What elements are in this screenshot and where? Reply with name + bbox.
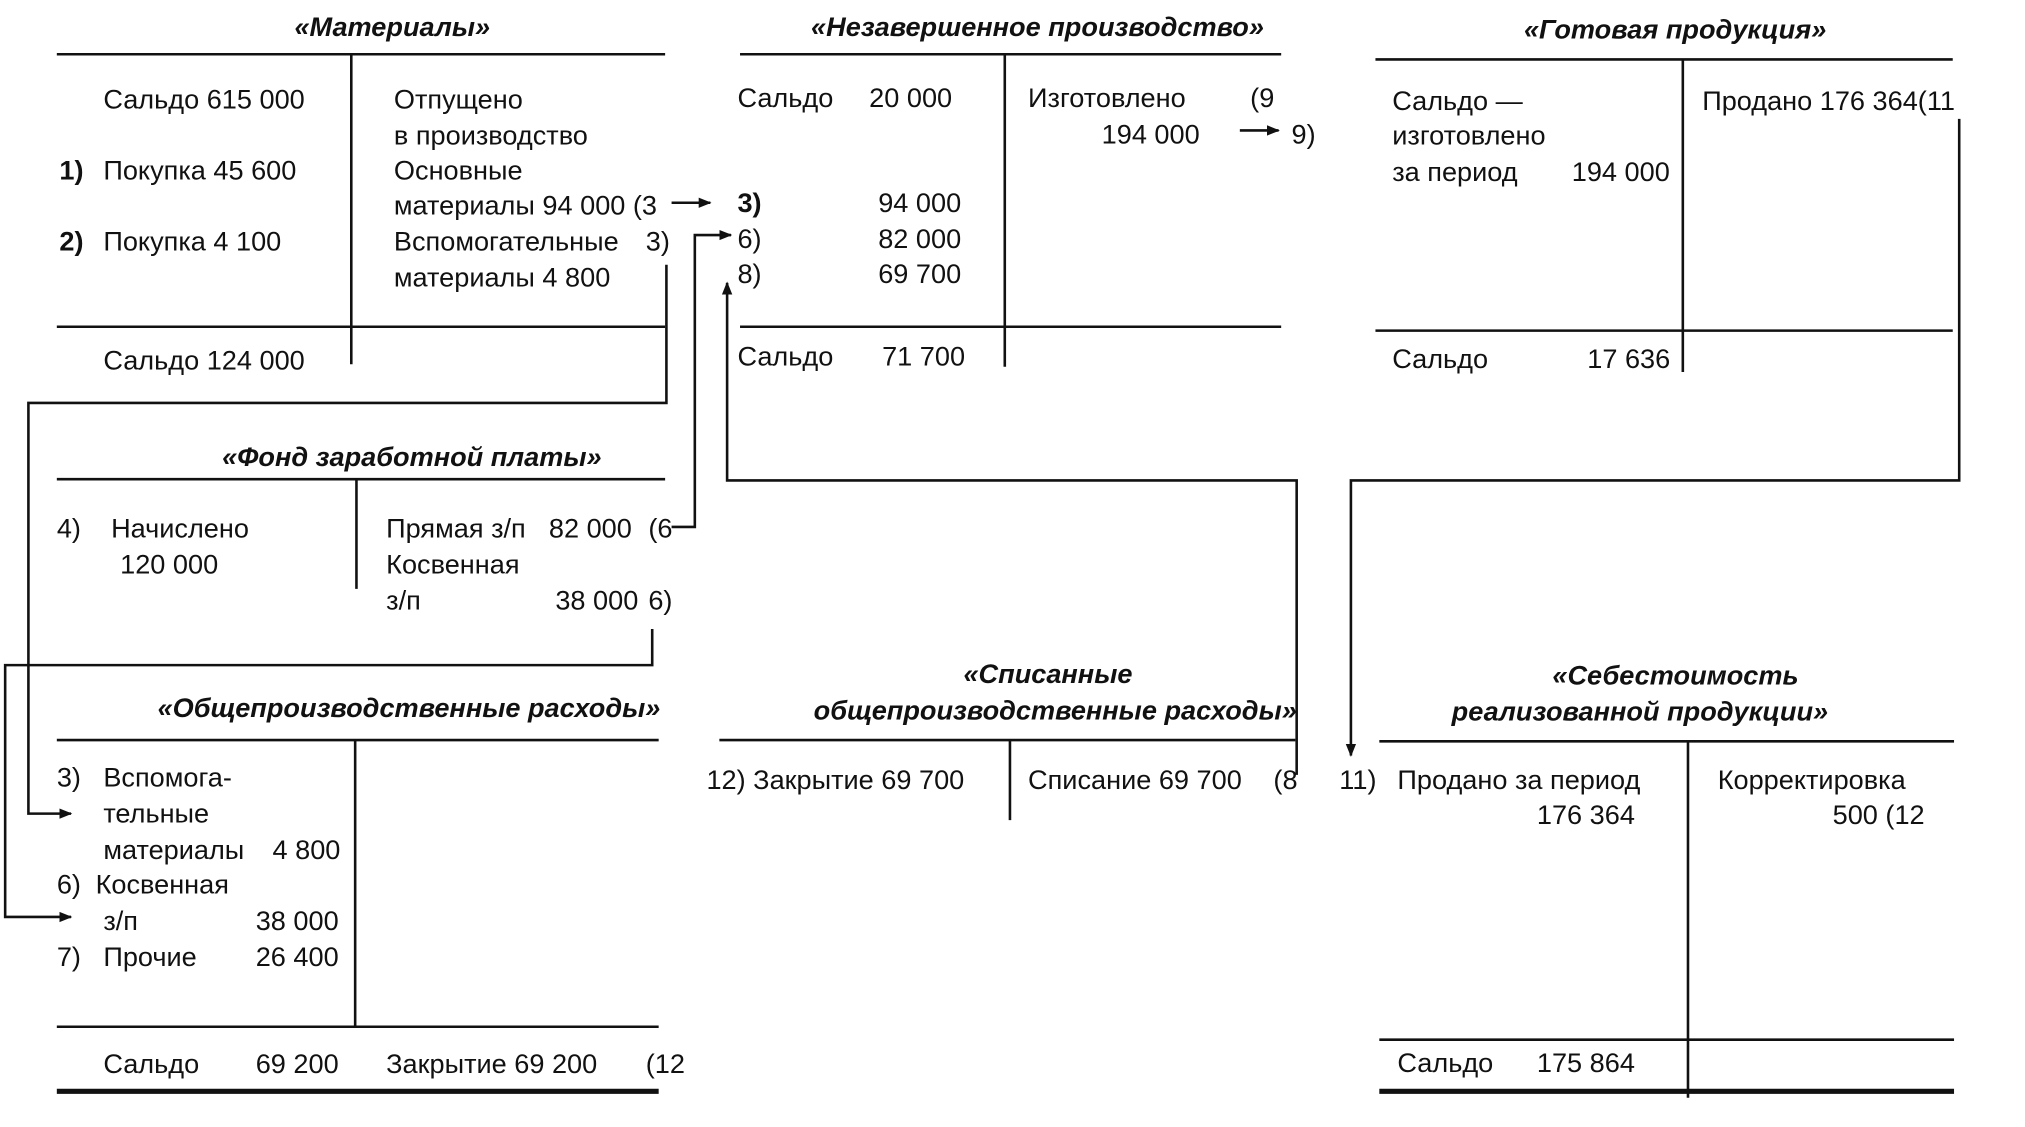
wip-row3-num: 3)	[737, 188, 762, 219]
overhead-aux-line2: тельные	[103, 799, 210, 830]
cogs-adjust-label: Корректировка	[1717, 765, 1906, 796]
overhead-closing-entry: Закрытие 69 200	[386, 1049, 598, 1080]
finished-title: «Готовая продукция»	[1523, 15, 1827, 46]
writeoff-ref: (8	[1273, 765, 1298, 796]
overhead-close-value: 69 200	[255, 1049, 339, 1080]
materials-main-line2: материалы 94 000 (3	[393, 191, 658, 221]
wip-made-ref: (9	[1250, 83, 1275, 114]
payroll-direct-label: Прямая з/п	[386, 514, 526, 544]
cogs-sold-num: 11)	[1339, 765, 1377, 796]
payroll-direct-ref: (6	[648, 514, 673, 544]
arrow-direct-wage	[672, 235, 731, 527]
materials-title: «Материалы»	[294, 12, 491, 43]
wip-close-value: 71 700	[882, 342, 966, 372]
materials-released-line2: в производство	[393, 121, 588, 152]
cogs-sold-label: Продано за период	[1397, 765, 1641, 796]
overhead-other-value: 26 400	[255, 942, 339, 973]
overhead-aux-line3: материалы	[103, 835, 245, 866]
materials-released-line1: Отпущено	[393, 85, 523, 115]
overhead-aux-value: 4 800	[272, 835, 341, 866]
overhead-close-label: Сальдо	[103, 1049, 200, 1080]
overhead-aux-line1: Вспомога-	[103, 763, 232, 793]
overhead-indirect-line2: з/п	[103, 906, 138, 937]
payroll-indirect-line2: з/п	[386, 586, 421, 617]
wip-row8-num: 8)	[737, 259, 762, 290]
finished-saldo-line3: за период	[1392, 157, 1518, 188]
overhead-indirect-line1: Косвенная	[95, 870, 229, 901]
materials-aux-line1: Вспомогательные	[393, 227, 619, 258]
materials-closing-balance: Сальдо 124 000	[103, 346, 305, 376]
wip-close-label: Сальдо	[737, 342, 834, 372]
cogs-close-label: Сальдо	[1397, 1048, 1494, 1079]
cogs-adjust-value: 500 (12	[1832, 800, 1925, 831]
materials-purchase1-num: 1)	[59, 156, 84, 186]
materials-aux-line2: материалы 4 800	[393, 263, 611, 294]
materials-purchase1: Покупка 45 600	[103, 156, 297, 186]
cogs-title-line2: реализованной продукции»	[1451, 697, 1829, 728]
writeoff-close-entry: 12) Закрытие 69 700	[706, 765, 965, 796]
wip-row3-value: 94 000	[878, 188, 962, 219]
overhead-aux-num: 3)	[56, 763, 81, 793]
payroll-indirect-line1: Косвенная	[386, 550, 520, 580]
finished-saldo-value: 194 000	[1571, 157, 1670, 188]
cogs-close-value: 175 864	[1536, 1048, 1635, 1079]
payroll-accrued-num: 4)	[56, 514, 81, 544]
wip-row6-num: 6)	[737, 224, 762, 255]
overhead-other-num: 7)	[56, 942, 81, 973]
overhead-indirect-num: 6)	[56, 870, 81, 901]
finished-close-label: Сальдо	[1392, 344, 1489, 375]
payroll-indirect-ref: 6)	[648, 586, 673, 617]
wip-made-label: Изготовлено	[1028, 83, 1186, 114]
wip-saldo-label: Сальдо	[737, 83, 834, 114]
overhead-indirect-value: 38 000	[255, 906, 339, 937]
writeoff-title-line1: «Списанные	[963, 659, 1133, 690]
overhead-closing-ref: (12	[645, 1049, 685, 1080]
finished-close-value: 17 636	[1587, 344, 1671, 375]
overhead-title: «Общепроизводственные расходы»	[157, 693, 661, 724]
finished-saldo-line2: изготовлено	[1392, 121, 1546, 152]
payroll-direct-value: 82 000	[548, 514, 632, 544]
wip-saldo-value: 20 000	[869, 83, 953, 114]
arrow-sold-to-cogs	[1351, 119, 1959, 756]
materials-main-line1: Основные	[393, 156, 523, 186]
materials-purchase2: Покупка 4 100	[103, 227, 282, 258]
payroll-indirect-value: 38 000	[555, 586, 639, 617]
finished-sold: Продано 176 364(11	[1702, 86, 1956, 117]
overhead-other-label: Прочие	[103, 942, 197, 973]
writeoff-entry: Списание 69 700	[1028, 765, 1242, 796]
wip-title: «Незавершенное производство»	[811, 12, 1264, 43]
payroll-accrued-value: 120 000	[120, 550, 219, 580]
wip-made-arrow-ref: 9)	[1291, 120, 1316, 150]
wip-made-value: 194 000	[1101, 120, 1200, 150]
cogs-sold-value: 176 364	[1536, 800, 1635, 831]
payroll-title: «Фонд заработной платы»	[222, 442, 602, 473]
finished-saldo-line1: Сальдо —	[1392, 86, 1523, 117]
wip-row8-value: 69 700	[878, 259, 962, 290]
payroll-accrued-label: Начислено	[111, 514, 249, 544]
cogs-title-line1: «Себестоимость	[1552, 661, 1799, 691]
wip-row6-value: 82 000	[878, 224, 962, 255]
materials-aux-ref: 3)	[645, 227, 670, 258]
writeoff-title-line2: общепроизводственные расходы»	[813, 696, 1297, 726]
materials-opening-balance: Сальдо 615 000	[103, 85, 305, 115]
materials-purchase2-num: 2)	[59, 227, 84, 258]
